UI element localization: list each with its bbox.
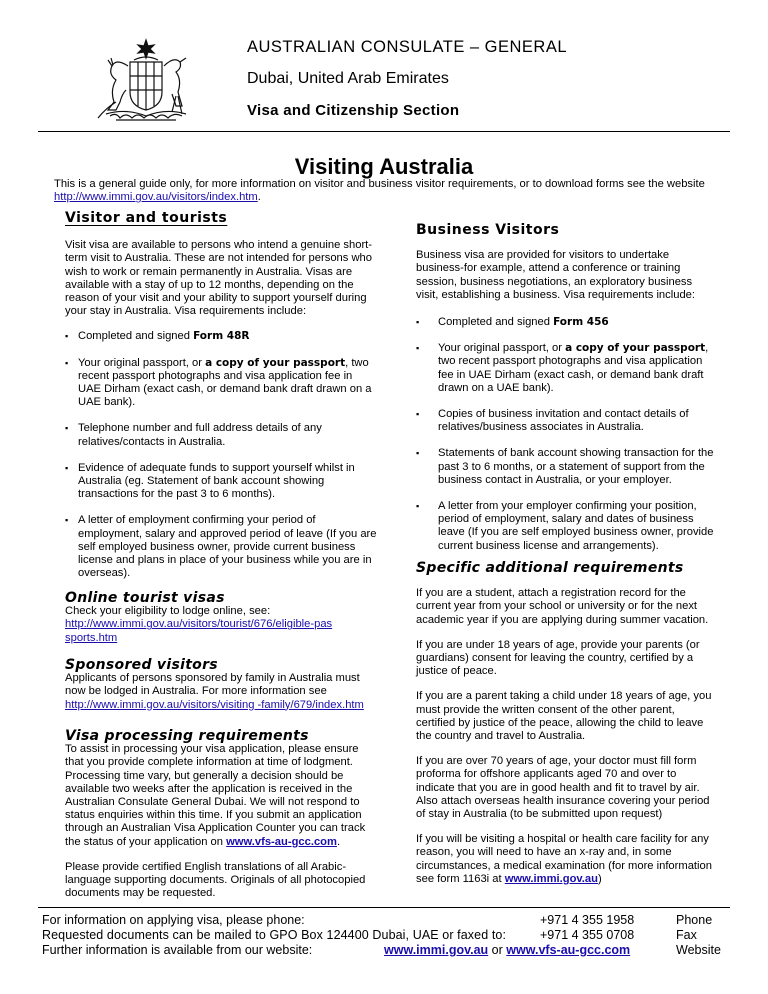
- intro-after: .: [257, 191, 261, 204]
- intro-text: This is a general guide only, for more information on visitor and business visitor requirements, or to download forms see the website: [54, 178, 705, 190]
- sponsored-link[interactable]: http://www.immi.gov.au/visitors/visiting -family/679/index.htm: [65, 698, 364, 711]
- left-column: [65, 212, 377, 593]
- header-divider: [38, 131, 730, 132]
- business-text: Business visa are provided for visitors to undertake business-for example, attend a conference or training session, business negotiations, an exploratory business visit, establishing a business. Visa requirements include:: [416, 249, 696, 301]
- footer-immi-link[interactable]: www.immi.gov.au: [384, 943, 489, 957]
- page-title: Visiting Australia: [294, 154, 474, 179]
- specific-p3: If you are a parent taking a child under 18 years of age, you must provide the written consent of the other parent, certified by justice of the peace, allowing the child to leave the country and travel to Australia.: [416, 690, 712, 743]
- intro-link[interactable]: http://www.immi.gov.au/visitors/index.htm: [54, 191, 258, 204]
- list-item: ▪ A letter from your employer confirming your position, period of employment, salary and dates of business leave (If you are self employed business owner, provide current business license and arrangements).: [416, 500, 716, 553]
- footer-phone-label: Phone: [676, 913, 713, 927]
- specific-p2: If you are under 18 years of age, provide your parents (or guardians) consent for leaving the country, certified by a justice of peace.: [416, 638, 700, 678]
- specific-p4: If you are over 70 years of age, your doctor must fill form proforma for offshore applicants aged 70 and over to indicate that you are in good health and fit to travel by air. Also attach overseas health insurance covering your period of stay in Australia (to be submitted upon request): [416, 755, 710, 821]
- list-item: ▪ Statements of bank account showing transaction for the past 3 to 6 months, or a statement of support from the business contact in Australia, or your employer.: [416, 447, 716, 487]
- processing-text: To assist in processing your visa application, please ensure that you provide complete information at time of lodgment. Processing time vary, but generally a decision should be available two weeks after the application is received in the Australian Consulate General Dubai. We will not respond to status enquiries within this time. If you submit an application through an Australian Visa Application Counter you can track the status of your application on www.vfs-au-gcc.com.: [65, 743, 366, 848]
- specific-section: [416, 562, 716, 886]
- immi-link[interactable]: www.immi.gov.au: [504, 872, 598, 885]
- visitors-list: [65, 330, 377, 580]
- footer-fax-value: +971 4 355 0708: [540, 928, 635, 942]
- footer-or: or: [491, 943, 503, 957]
- footer-fax-label: Fax: [676, 928, 697, 942]
- online-heading: Online tourist visas: [65, 590, 225, 606]
- footer-phone-value: +971 4 355 1958: [540, 913, 635, 927]
- intro-paragraph: [54, 178, 716, 204]
- coat-of-arms-logo: [86, 36, 206, 124]
- processing-text2: Please provide certified English translations of all Arabic-language supporting documents. Originals of all photocopied documents may be requested.: [65, 860, 366, 900]
- footer-phone-text: For information on applying visa, please phone:: [42, 913, 305, 927]
- sponsored-text: Applicants of persons sponsored by family in Australia must now be lodged in Australia. For more information see: [65, 672, 360, 698]
- list-item: ▪ Telephone number and full address details of any relatives/contacts in Australia.: [65, 422, 377, 448]
- online-section: [65, 592, 377, 645]
- visitors-heading: Visitor and tourists: [65, 210, 228, 226]
- footer-divider: [38, 907, 730, 908]
- header-section: Visa and Citizenship Section: [247, 102, 460, 119]
- footer-fax-text: Requested documents can be mailed to GPO Box 124400 Dubai, UAE or faxed to:: [42, 928, 507, 942]
- specific-p1: If you are a student, attach a registration record for the current year from your school or university or for the next academic year if you are applying during summer vacation.: [416, 587, 709, 626]
- footer-website-label: Website: [676, 943, 721, 957]
- header-consulate: AUSTRALIAN CONSULATE – GENERAL: [247, 38, 568, 56]
- online-text: Check your eligibility to lodge online, see:: [65, 605, 271, 618]
- specific-heading: Specific additional requirements: [416, 560, 684, 576]
- footer-website-links: [384, 943, 630, 958]
- online-link[interactable]: http://www.immi.gov.au/visitors/tourist/676/eligible-passports.htm: [65, 618, 333, 644]
- list-item: ▪ Your original passport, or a copy of your passport, two recent passport photographs and visa application fee in UAE Dirham (exact cash, or demand bank draft drawn on a UAE bank).: [65, 357, 377, 410]
- list-item: ▪ Your original passport, or a copy of your passport, two recent passport photographs and visa application fee in UAE Dirham (exact cash, or demand bank draft drawn on a UAE bank).: [416, 342, 716, 395]
- list-item: ▪ Completed and signed Form 48R: [65, 330, 377, 343]
- sponsored-heading: Sponsored visitors: [65, 657, 218, 673]
- business-heading: Business Visitors: [416, 222, 560, 238]
- visitors-text: Visit visa are available to persons who intend a genuine short-term visit to Australia. These are not intended for persons who wish to work or remain permanently in Australia. Visas are available with a stay of up to 12 months, depending on the reason of your visit and your ability to support yourself during your stay in Australia. Visa requirements include:: [65, 239, 373, 318]
- list-item: ▪ Evidence of adequate funds to support yourself whilst in Australia (eg. Statement of bank account showing transactions for the past 3 to 6 months).: [65, 462, 377, 502]
- processing-section: [65, 730, 377, 900]
- specific-p5: If you will be visiting a hospital or health care facility for any reason, you will need to have an x-ray and, in some circumstances, a medical examination (for more information see form 1163i at www.immi.gov.au): [416, 833, 712, 885]
- list-item: ▪ A letter of employment confirming your period of employment, salary and approved period of leave (If you are self employed business owner, provide current business license and plans in place of your business while you are in overseas).: [65, 514, 377, 580]
- footer: [0, 913, 768, 961]
- list-item: ▪ Copies of business invitation and contact details of relatives/business associates in Australia.: [416, 408, 716, 434]
- right-column: [416, 224, 716, 566]
- sponsored-section: [65, 659, 377, 712]
- header-location: Dubai, United Arab Emirates: [247, 70, 449, 87]
- business-list: [416, 316, 716, 553]
- list-item: ▪ Completed and signed Form 456: [416, 316, 716, 329]
- footer-website-text: Further information is available from our website:: [42, 943, 313, 957]
- vfs-link[interactable]: www.vfs-au-gcc.com: [226, 835, 337, 848]
- footer-vfs-link[interactable]: www.vfs-au-gcc.com: [506, 943, 631, 957]
- processing-heading: Visa processing requirements: [65, 728, 309, 744]
